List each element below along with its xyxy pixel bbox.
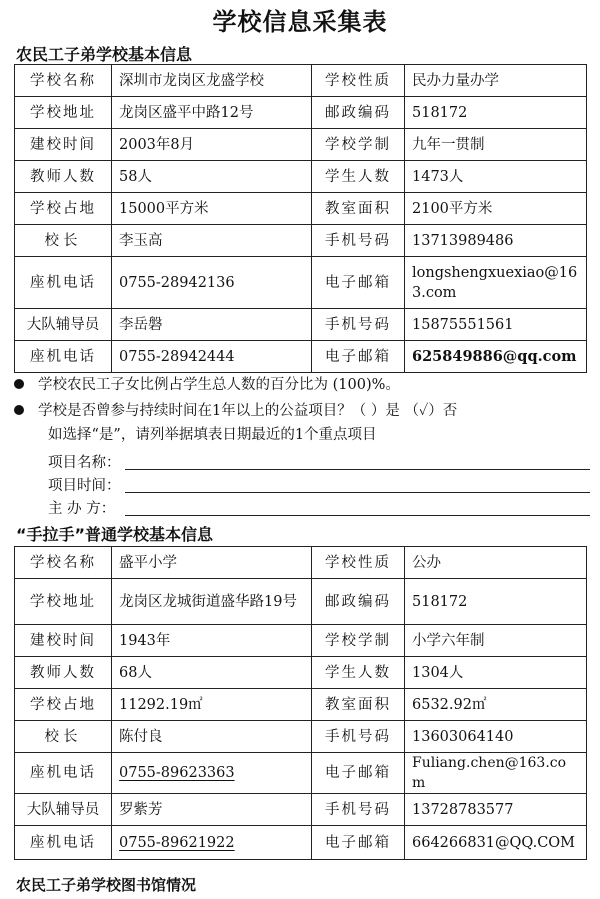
table-row [15, 161, 587, 193]
principal-value: 李玉高 [112, 225, 312, 257]
school-system-label: 学校学制 [312, 129, 405, 161]
school-system-label: 学校学制 [312, 625, 405, 657]
classroom-area-value: 2100平方米 [405, 193, 587, 225]
counselor-email-value: 625849886@qq.com [405, 341, 587, 373]
bullet-icon [14, 379, 24, 389]
email-label: 电子邮箱 [312, 753, 405, 794]
table-row [15, 721, 587, 753]
school-address-value: 龙岗区盛平中路12号 [112, 97, 312, 129]
teacher-count-label: 教师人数 [15, 161, 112, 193]
founded-value: 2003年8月 [112, 129, 312, 161]
school-system-value: 九年一贯制 [405, 129, 587, 161]
postal-code-value: 518172 [405, 97, 587, 129]
teacher-count-value: 68人 [112, 657, 312, 689]
classroom-area-label: 教室面积 [312, 689, 405, 721]
classroom-area-value: 6532.92㎡ [405, 689, 587, 721]
counselor-landline-value: 0755-89621922 [112, 826, 312, 860]
partner-school-info-table [14, 546, 587, 860]
mobile-label: 手机号码 [312, 721, 405, 753]
campus-area-label: 学校占地 [15, 689, 112, 721]
mobile-value: 13603064140 [405, 721, 587, 753]
ratio-note-text: 学校农民工子女比例占学生总人数的百分比为 (100)%。 [38, 377, 400, 393]
project-time-field[interactable] [125, 492, 590, 493]
table-row [15, 225, 587, 257]
postal-code-value: 518172 [405, 579, 587, 625]
counselor-landline-label: 座机电话 [15, 826, 112, 860]
school-system-value: 小学六年制 [405, 625, 587, 657]
student-count-label: 学生人数 [312, 657, 405, 689]
counselor-email-value: 664266831@QQ.COM [405, 826, 587, 860]
section3-title: 农民工子弟学校图书馆情况 [16, 876, 197, 894]
landline-label: 座机电话 [15, 257, 112, 309]
counselor-mobile-label: 手机号码 [312, 309, 405, 341]
table-row [15, 257, 587, 309]
counselor-value: 李岳磐 [112, 309, 312, 341]
organizer-label: 主 办 方： [48, 501, 116, 517]
counselor-mobile-value: 15875551561 [405, 309, 587, 341]
principal-label: 校长 [15, 721, 112, 753]
table-row [15, 794, 587, 826]
migrant-school-info-table [14, 64, 587, 373]
counselor-landline-value: 0755-28942444 [112, 341, 312, 373]
student-count-value: 1473人 [405, 161, 587, 193]
student-count-label: 学生人数 [312, 161, 405, 193]
counselor-email-label: 电子邮箱 [312, 826, 405, 860]
school-type-value: 民办力量办学 [405, 65, 587, 97]
table-row [15, 657, 587, 689]
school-address-label: 学校地址 [15, 579, 112, 625]
campus-area-label: 学校占地 [15, 193, 112, 225]
section1-title: 农民工子弟学校基本信息 [16, 45, 193, 64]
charity-question-text: 学校是否曾参与持续时间在1年以上的公益项目？（ ）是 （✓）否 [38, 403, 458, 419]
campus-area-value: 11292.19㎡ [112, 689, 312, 721]
table-row [15, 309, 587, 341]
table-row [15, 753, 587, 794]
table-row [15, 65, 587, 97]
school-name-label: 学校名称 [15, 65, 112, 97]
bullet-icon [14, 405, 24, 415]
founded-value: 1943年 [112, 625, 312, 657]
campus-area-value: 15000平方米 [112, 193, 312, 225]
counselor-landline-label: 座机电话 [15, 341, 112, 373]
mobile-value: 13713989486 [405, 225, 587, 257]
founded-label: 建校时间 [15, 129, 112, 161]
counselor-mobile-label: 手机号码 [312, 794, 405, 826]
section2-title: “手拉手”普通学校基本信息 [16, 525, 214, 544]
table-row [15, 547, 587, 579]
teacher-count-label: 教师人数 [15, 657, 112, 689]
table-row [15, 826, 587, 860]
project-name-field[interactable] [125, 469, 590, 470]
organizer-field[interactable] [125, 515, 590, 516]
charity-instruction: 如选择“是”，请列举据填表日期最近的1个重点项目 [48, 427, 377, 443]
email-value: longshengxuexiao@163.com [405, 257, 587, 309]
project-name-label: 项目名称： [48, 455, 121, 471]
table-row [15, 129, 587, 161]
table-row [15, 341, 587, 373]
teacher-count-value: 58人 [112, 161, 312, 193]
table-row [15, 579, 587, 625]
project-time-label: 项目时间： [48, 478, 121, 494]
document-title: 学校信息采集表 [212, 8, 388, 36]
charity-question [14, 400, 594, 422]
postal-code-label: 邮政编码 [312, 579, 405, 625]
counselor-mobile-value: 13728783577 [405, 794, 587, 826]
principal-label: 校长 [15, 225, 112, 257]
landline-label: 座机电话 [15, 753, 112, 794]
email-label: 电子邮箱 [312, 257, 405, 309]
landline-value: 0755-89623363 [112, 753, 312, 794]
school-type-label: 学校性质 [312, 547, 405, 579]
school-name-value: 盛平小学 [112, 547, 312, 579]
school-name-value: 深圳市龙岗区龙盛学校 [112, 65, 312, 97]
email-value: Fuliang.chen@163.com [405, 753, 587, 794]
counselor-label: 大队辅导员 [15, 309, 112, 341]
postal-code-label: 邮政编码 [312, 97, 405, 129]
school-name-label: 学校名称 [15, 547, 112, 579]
school-address-value: 龙岗区龙城街道盛华路19号 [112, 579, 312, 625]
founded-label: 建校时间 [15, 625, 112, 657]
counselor-email-label: 电子邮箱 [312, 341, 405, 373]
table-row [15, 97, 587, 129]
school-type-value: 公办 [405, 547, 587, 579]
school-type-label: 学校性质 [312, 65, 405, 97]
counselor-value: 罗紫芳 [112, 794, 312, 826]
classroom-area-label: 教室面积 [312, 193, 405, 225]
counselor-label: 大队辅导员 [15, 794, 112, 826]
table-row [15, 689, 587, 721]
mobile-label: 手机号码 [312, 225, 405, 257]
table-row [15, 625, 587, 657]
principal-value: 陈付良 [112, 721, 312, 753]
ratio-note [14, 374, 594, 396]
student-count-value: 1304人 [405, 657, 587, 689]
school-address-label: 学校地址 [15, 97, 112, 129]
landline-value: 0755-28942136 [112, 257, 312, 309]
table-row [15, 193, 587, 225]
